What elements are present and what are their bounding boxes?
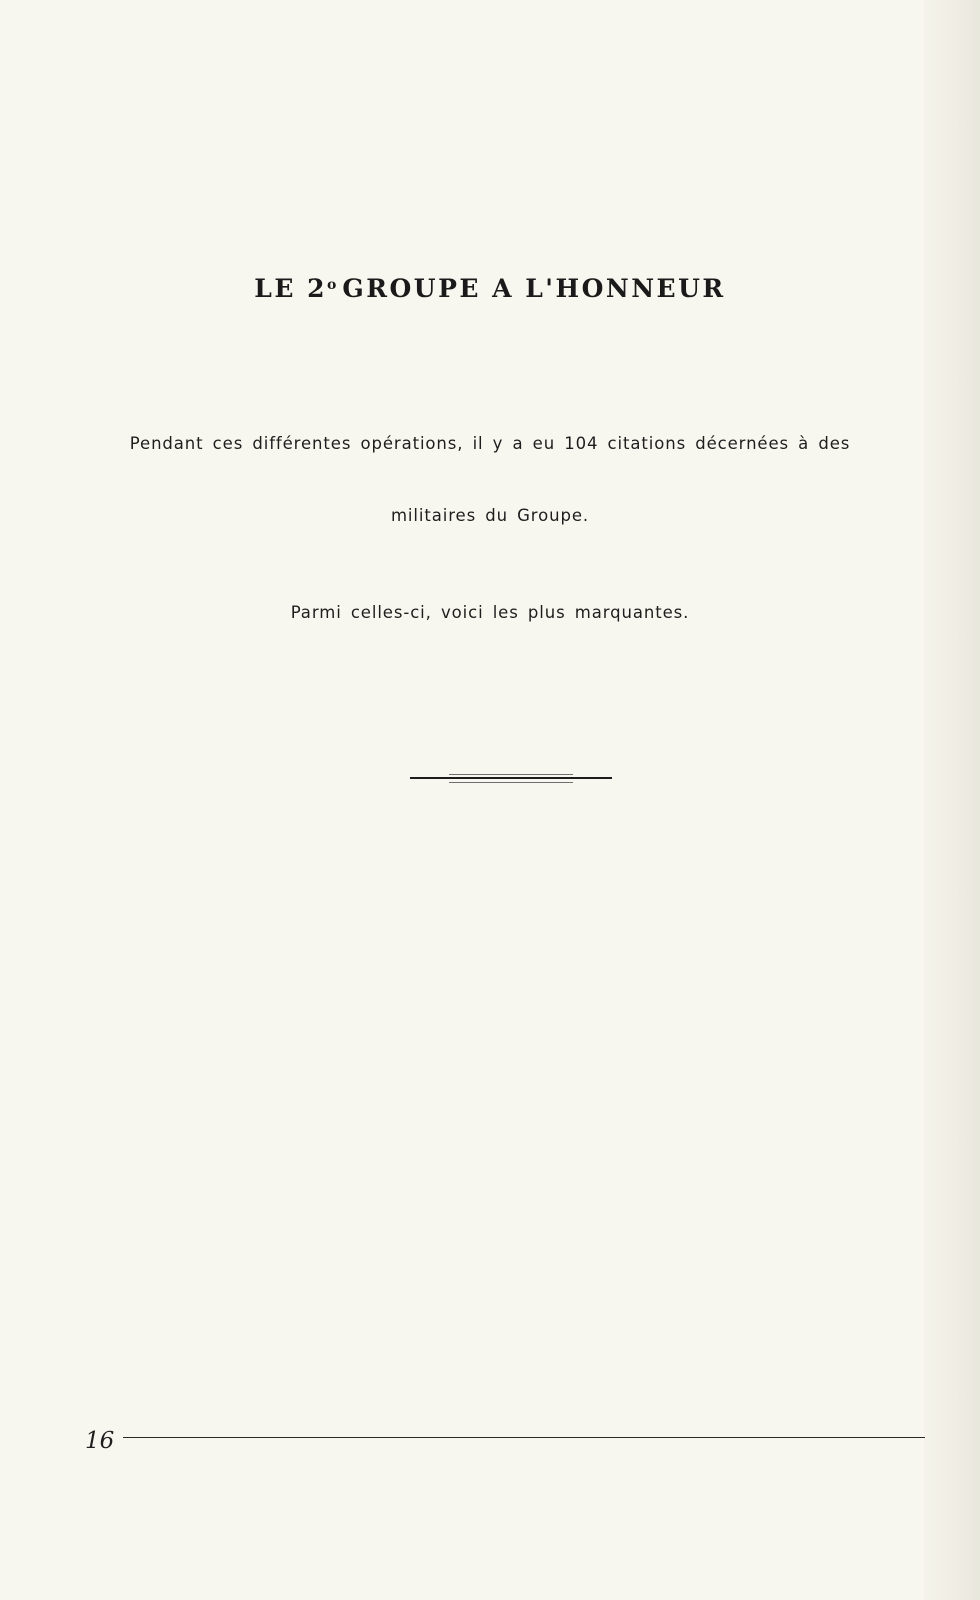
divider-top-line <box>449 774 573 775</box>
page-number: 16 <box>85 1428 115 1454</box>
divider-main-line <box>410 777 612 779</box>
footer-rule <box>123 1437 925 1438</box>
body-line-2: militaires du Groupe. <box>390 506 590 525</box>
page-title <box>0 276 980 301</box>
page-edge <box>924 0 980 1600</box>
title-prefix: LE 2 <box>254 274 328 303</box>
divider-bottom-line <box>449 782 573 783</box>
body-line-1: Pendant ces différentes opérations, il y a eu 104 citations décernées à des <box>129 434 851 453</box>
section-divider <box>410 774 612 786</box>
title-suffix: GROUPE A L'HONNEUR <box>342 274 726 303</box>
title-superscript: o <box>327 277 337 293</box>
body-line-3: Parmi celles-ci, voici les plus marquantes. <box>290 603 690 622</box>
